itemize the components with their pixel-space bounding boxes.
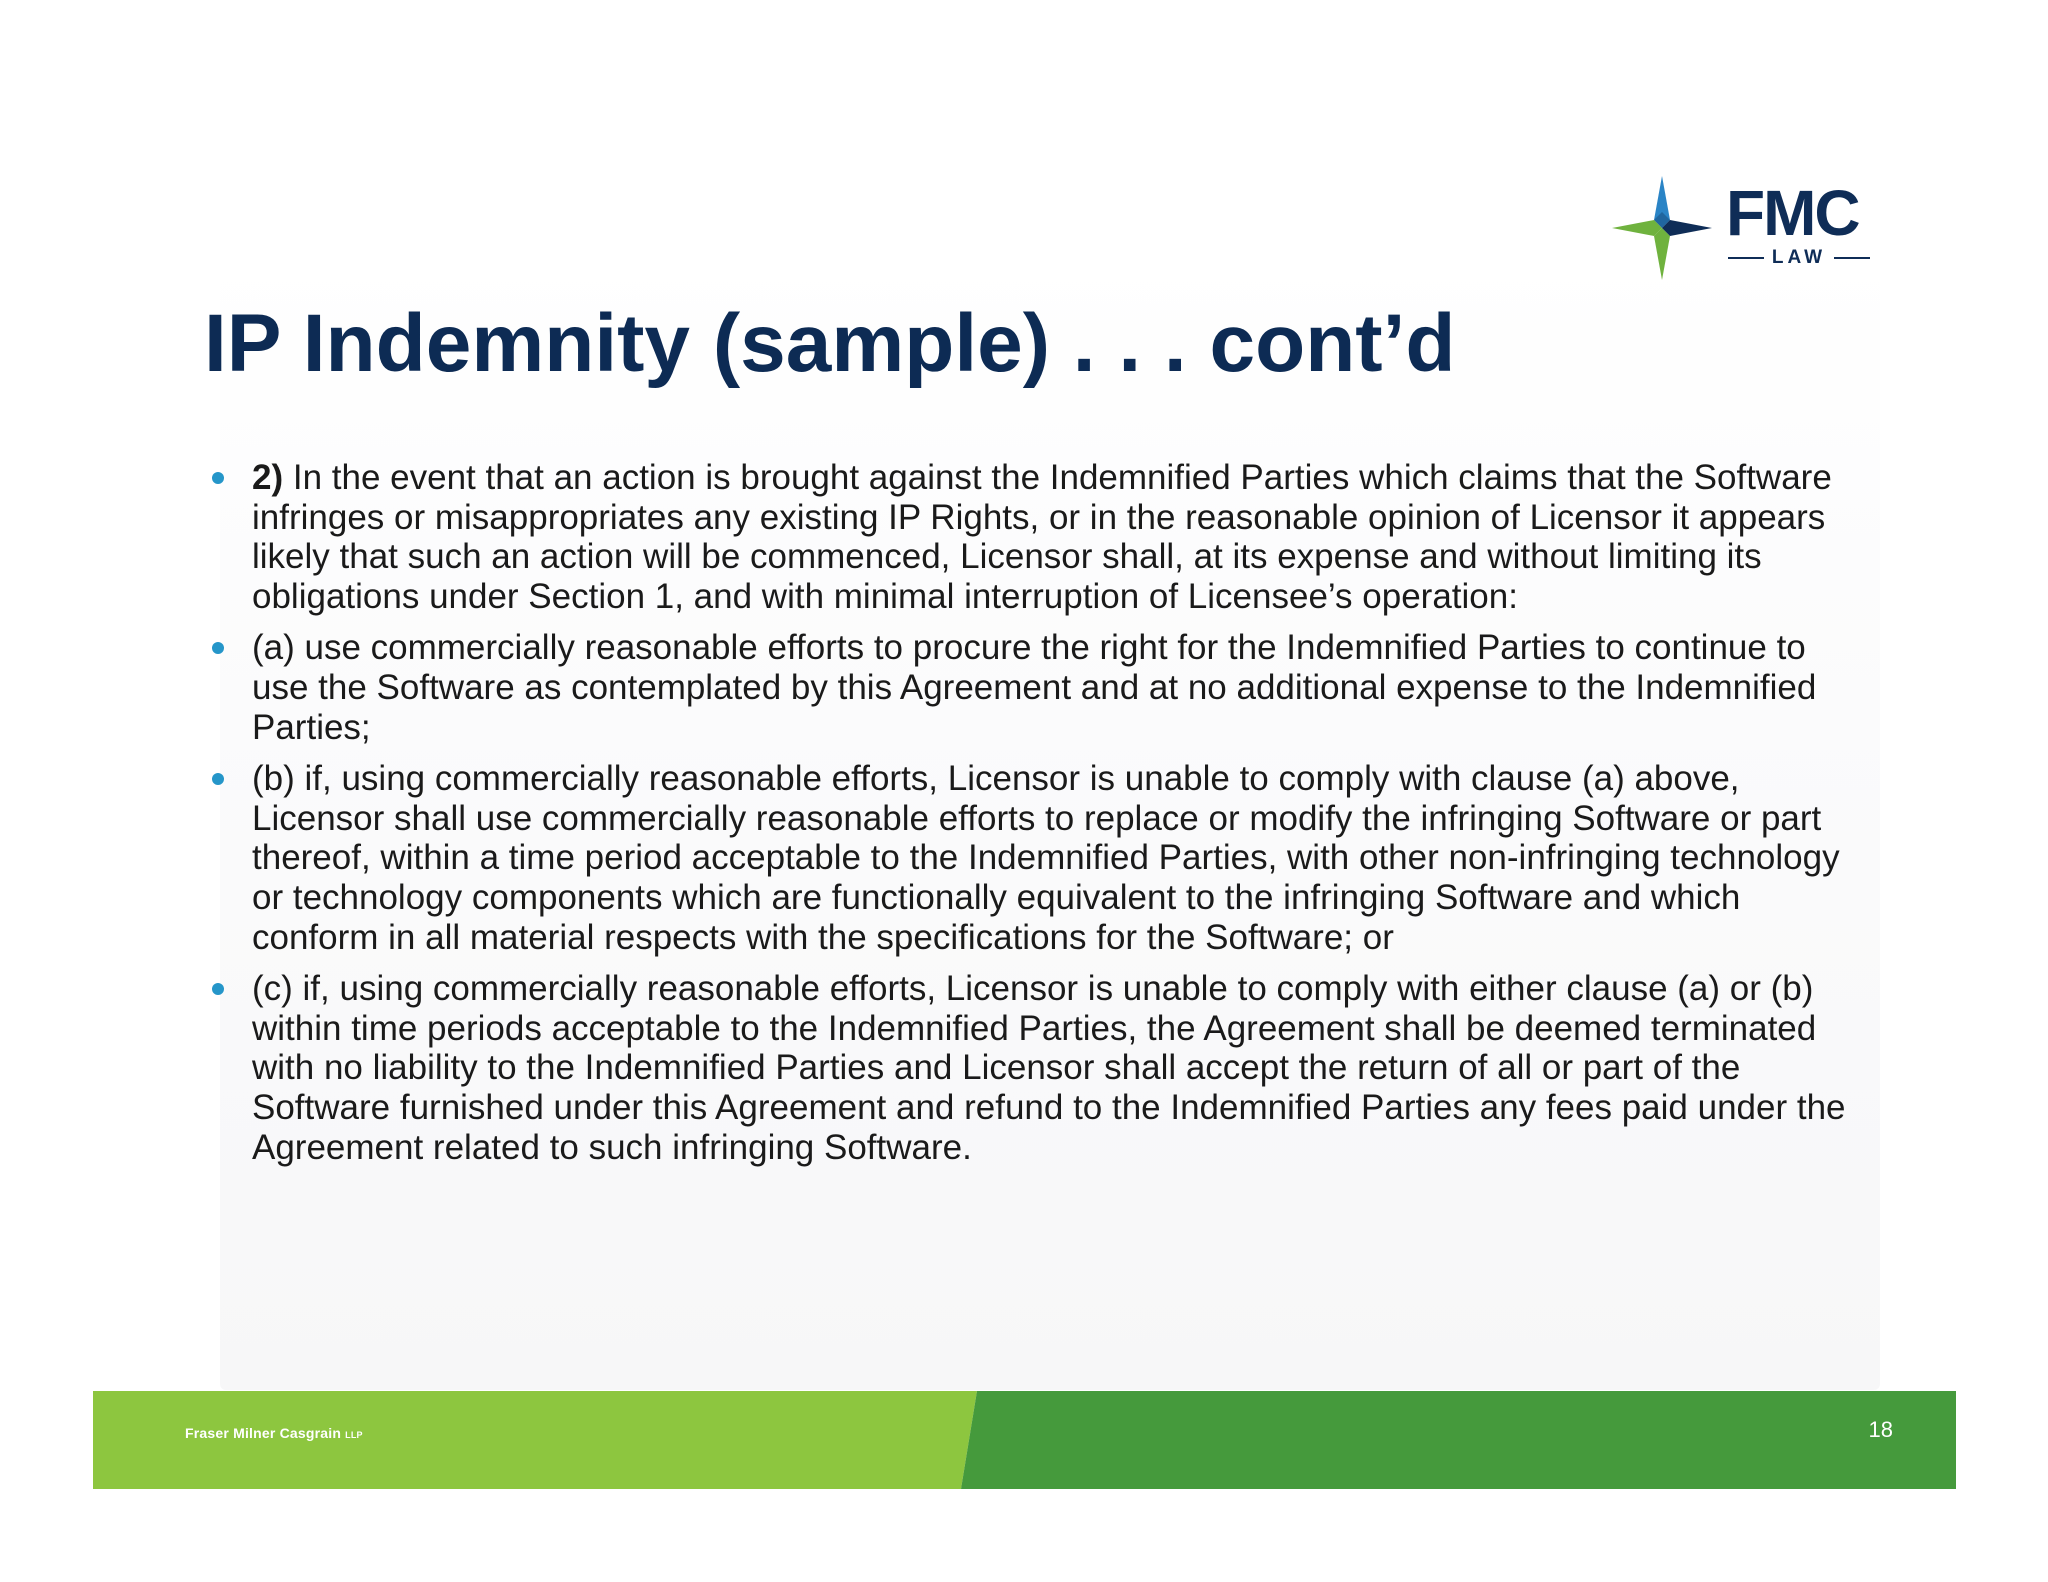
- bullet-text: In the event that an action is brought against the Indemnified Parties which claims that the Software infringes or misappropriates any existing IP Rights, or in the reasonable opinion of Licensor it appears likely that such an action will be commenced, Licensor shall, at its expense and without limiting its obligations under Section 1, and with minimal interruption of Licensee’s operation:: [252, 458, 1832, 616]
- logo-rule-left: [1728, 257, 1764, 259]
- bullet-dot-icon: [212, 983, 224, 995]
- footer-firm-text: Fraser Milner Casgrain: [185, 1425, 342, 1441]
- bullet-list: [208, 458, 1848, 1179]
- footer-bar: [93, 1391, 1956, 1489]
- bullet-lead: 2): [252, 458, 284, 497]
- bullet-item: [208, 628, 1848, 747]
- fmc-law-logo: [1612, 176, 1874, 280]
- footer-background: [93, 1391, 1956, 1489]
- bullet-dot-icon: [212, 642, 224, 654]
- bullet-text: (a) use commercially reasonable efforts to procure the right for the Indemnified Parties to continue to use the Software as contemplated by this Agreement and at no additional expense to the Indemnified Parties;: [252, 628, 1817, 747]
- page-number: 18: [1868, 1417, 1893, 1442]
- bullet-dot-icon: [212, 773, 224, 785]
- bullet-item: [208, 969, 1848, 1167]
- logo-subtitle-text: LAW: [1771, 247, 1827, 268]
- bullet-dot-icon: [212, 472, 224, 484]
- logo-rule-right: [1834, 257, 1870, 259]
- bullet-item: [208, 759, 1848, 957]
- bullet-text: (c) if, using commercially reasonable efforts, Licensor is unable to comply with either clause (a) or (b) within time periods acceptable to the Indemnified Parties, the Agreement shall be deemed terminated with no liability to the Indemnified Parties and Licensor shall accept the return of all or part of the Software furnished under this Agreement and refund to the Indemnified Parties any fees paid under the Agreement related to such infringing Software.: [252, 969, 1846, 1167]
- logo-wordmark: FMC: [1726, 177, 1859, 249]
- star-compass-icon: [1612, 176, 1712, 280]
- footer-firm-name: [185, 1425, 363, 1441]
- footer-firm-suffix: LLP: [345, 1430, 363, 1440]
- logo-subtitle: [1728, 246, 1870, 270]
- bullet-item: [208, 458, 1848, 616]
- bullet-text: (b) if, using commercially reasonable efforts, Licensor is unable to comply with clause (a) above, Licensor shall use commercially reasonable efforts to replace or modify the infringing Software or part thereof, within a time period acceptable to the Indemnified Parties, with other non-infringing technology or technology components which are functionally equivalent to the infringing Software and which conform in all material respects with the specifications for the Software; or: [252, 759, 1840, 957]
- slide-title: IP Indemnity (sample) . . . cont’d: [204, 298, 1456, 389]
